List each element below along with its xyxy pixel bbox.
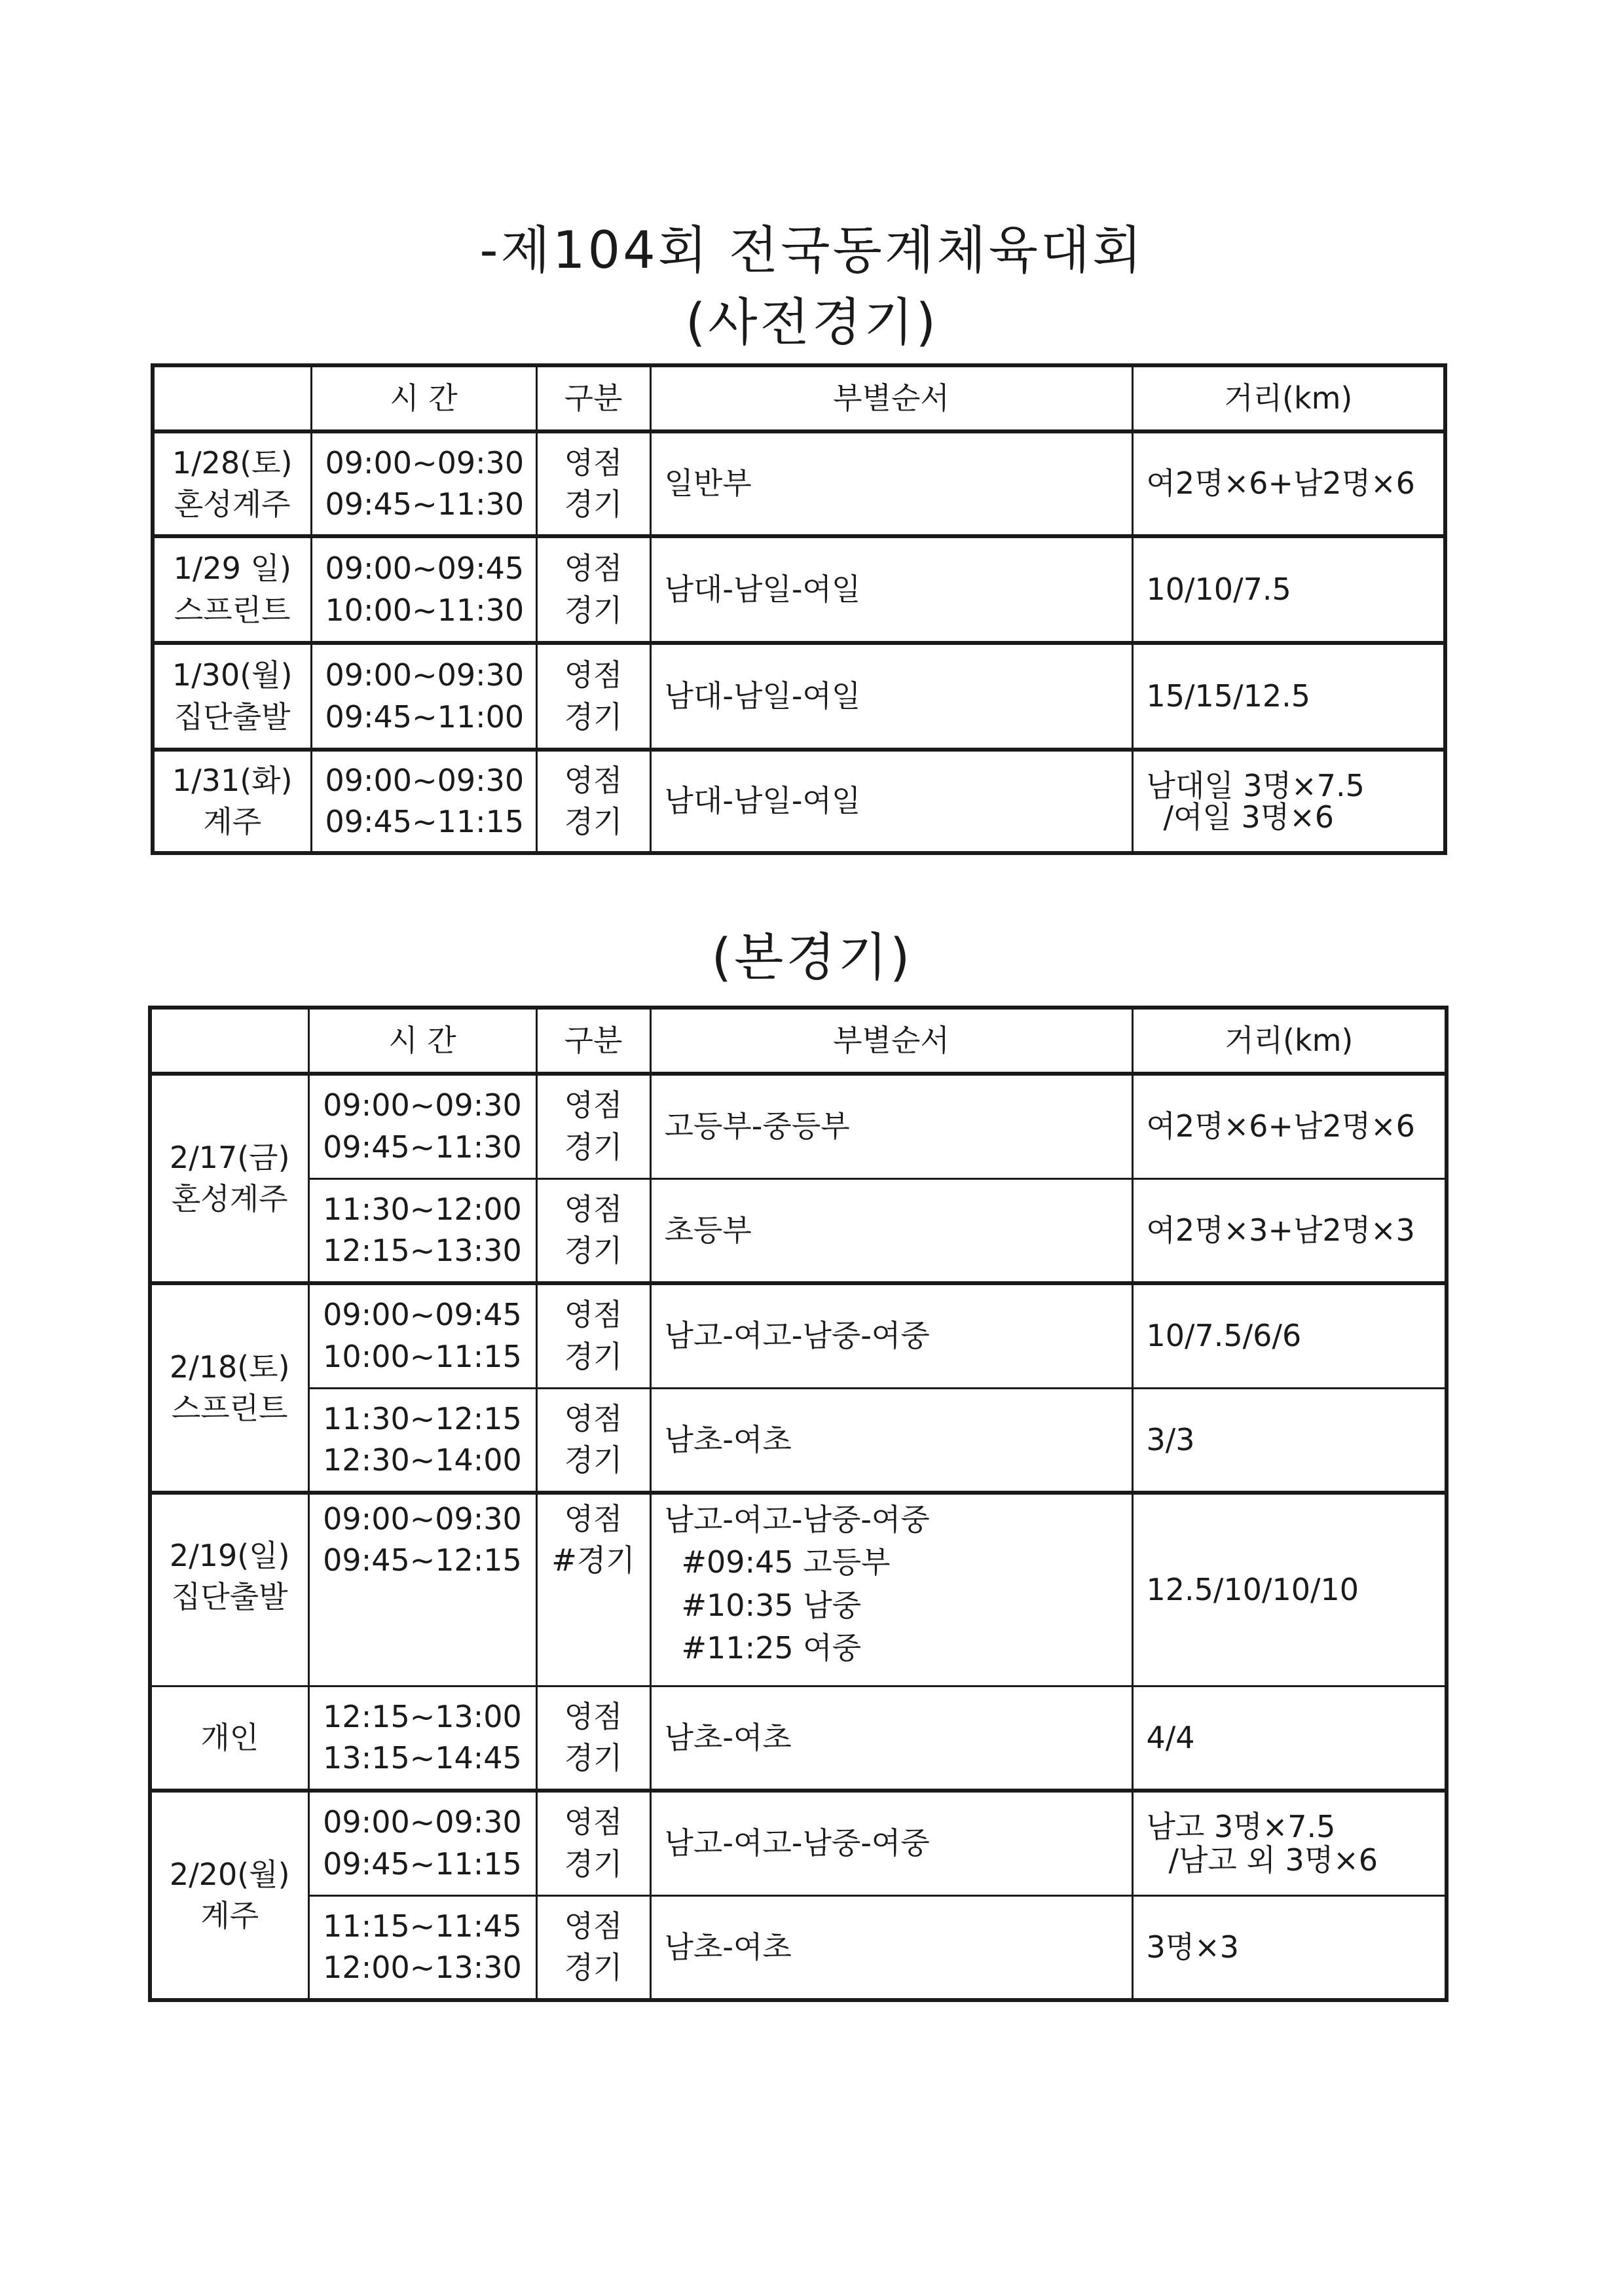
order-cell: 남대-남일-여일 [650,750,1132,853]
time-cell: 09:00~09:30 09:45~12:15 [308,1493,536,1686]
table-row [150,1178,1447,1283]
main-competition-table [148,1006,1449,2002]
table-row [150,1895,1447,2000]
main-section-title: (본경기) [711,928,913,987]
header-time: 시 간 [311,365,536,431]
header-distance: 거리(km) [1132,365,1445,431]
time-cell: 09:00~09:30 09:45~11:00 [311,643,536,750]
time-cell: 12:15~13:00 13:15~14:45 [308,1686,536,1791]
order-cell: 남고-여고-남중-여중 #09:45 고등부 #10:35 남중 #11:25 여중 [650,1493,1132,1686]
time-cell: 11:15~11:45 12:00~13:30 [308,1895,536,2000]
time-cell: 11:30~12:00 12:15~13:30 [308,1178,536,1283]
header-order: 부별순서 [650,365,1132,431]
type-cell: 영점 경기 [536,536,650,643]
table-row [153,536,1445,643]
table-row [150,1493,1447,1686]
type-cell: 영점 경기 [536,1686,650,1791]
distance-cell: 남고 3명×7.5 /남고 외 3명×6 [1132,1791,1447,1895]
distance-cell: 10/10/7.5 [1132,536,1445,643]
distance-cell: 여2명×6+남2명×6 [1132,1074,1447,1178]
header-distance: 거리(km) [1132,1008,1447,1074]
type-cell: 영점 경기 [536,1074,650,1178]
header-order: 부별순서 [650,1008,1132,1074]
time-cell: 09:00~09:30 09:45~11:15 [311,750,536,853]
table-row [153,431,1445,536]
distance-cell: 3/3 [1132,1388,1447,1493]
order-cell: 일반부 [650,431,1132,536]
type-cell: 영점 경기 [536,643,650,750]
header-blank [153,365,311,431]
time-cell: 09:00~09:30 09:45~11:30 [311,431,536,536]
distance-cell: 10/7.5/6/6 [1132,1283,1447,1388]
date-cell: 2/20(월) 계주 [150,1791,308,2000]
time-cell: 09:00~09:45 10:00~11:30 [311,536,536,643]
table-row [150,1283,1447,1388]
date-cell: 2/19(일) 집단출발 [150,1493,308,1686]
type-cell: 영점 경기 [536,750,650,853]
page-title: -제104회 전국동계체육대회 [479,221,1145,280]
type-cell: 영점 경기 [536,1895,650,2000]
table-row [150,1686,1447,1791]
time-cell: 11:30~12:15 12:30~14:00 [308,1388,536,1493]
order-cell: 남고-여고-남중-여중 [650,1283,1132,1388]
order-cell: 남초-여초 [650,1895,1132,2000]
distance-cell: 12.5/10/10/10 [1132,1493,1447,1686]
individual-label-cell: 개인 [150,1686,308,1791]
type-cell: 영점 경기 [536,431,650,536]
distance-cell: 여2명×3+남2명×3 [1132,1178,1447,1283]
date-cell: 2/18(토) 스프린트 [150,1283,308,1493]
order-cell: 남초-여초 [650,1686,1132,1791]
table-row [150,1388,1447,1493]
order-cell: 남대-남일-여일 [650,536,1132,643]
type-cell: 영점 경기 [536,1283,650,1388]
type-cell: 영점 #경기 [536,1493,650,1686]
table-row [150,1791,1447,1895]
pre-competition-table [151,363,1447,855]
header-blank [150,1008,308,1074]
table-row [153,750,1445,853]
distance-cell: 4/4 [1132,1686,1447,1791]
table-header-row [150,1008,1447,1074]
time-cell: 09:00~09:30 09:45~11:15 [308,1791,536,1895]
distance-cell: 남대일 3명×7.5 /여일 3명×6 [1132,750,1445,853]
time-cell: 09:00~09:30 09:45~11:30 [308,1074,536,1178]
order-cell: 초등부 [650,1178,1132,1283]
date-cell: 1/30(월) 집단출발 [153,643,311,750]
table-row [153,643,1445,750]
date-cell: 1/28(토) 혼성계주 [153,431,311,536]
distance-cell: 여2명×6+남2명×6 [1132,431,1445,536]
pre-section-title: (사전경기) [685,293,939,352]
order-cell: 남고-여고-남중-여중 [650,1791,1132,1895]
date-cell: 2/17(금) 혼성계주 [150,1074,308,1283]
header-time: 시 간 [308,1008,536,1074]
order-cell: 남대-남일-여일 [650,643,1132,750]
distance-cell: 3명×3 [1132,1895,1447,2000]
table-header-row [153,365,1445,431]
order-cell: 고등부-중등부 [650,1074,1132,1178]
date-cell: 1/29 일) 스프린트 [153,536,311,643]
type-cell: 영점 경기 [536,1791,650,1895]
type-cell: 영점 경기 [536,1388,650,1493]
date-cell: 1/31(화) 계주 [153,750,311,853]
header-type: 구분 [536,1008,650,1074]
distance-cell: 15/15/12.5 [1132,643,1445,750]
table-row [150,1074,1447,1178]
order-cell: 남초-여초 [650,1388,1132,1493]
header-type: 구분 [536,365,650,431]
time-cell: 09:00~09:45 10:00~11:15 [308,1283,536,1388]
type-cell: 영점 경기 [536,1178,650,1283]
